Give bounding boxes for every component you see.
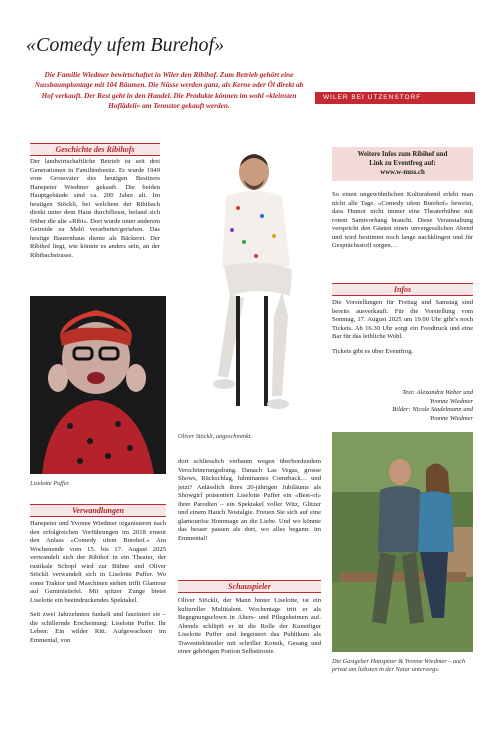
heading-change: Verwandlungen	[30, 504, 166, 517]
heading-infos: Infos	[332, 283, 473, 296]
caption-liselotte: Liselotte Puffer.	[30, 480, 70, 487]
heading-actor: Schauspieler	[178, 580, 321, 593]
hosts-illustration	[332, 432, 473, 652]
location-band: WILER BEI UTZENSTORF	[315, 92, 475, 104]
infos-paragraph-2: Tickets gibt es über Eventfrog.	[332, 347, 414, 355]
credit-photo-line-1: Bilder: Nicole Stadelmann und	[392, 406, 473, 413]
caption-hosts: Die Gastgeber Hanspeter & Yvonne Wiedmer – auch privat am liebsten in der Natur unterwegs.	[332, 658, 466, 673]
infobox-line-1: Weitere Infos zum Ribihof und	[357, 151, 448, 158]
actor-paragraph: Oliver Stöckli, der Mann hinter Liselotte, ist ein kultureller Multitalent. Wochentags tritt er als Begegnungsclown in Alters- und Pflegeheimen auf. Abends schlüpft er in die Rolle der Kunstfigur Liselotte Puffer und begeistert das Publikum als Travestiekünstler mit schriller Komik, Gesang und einer gehörigen Portion Selbstironie.	[178, 597, 321, 655]
heading-history: Geschichte des Ribihofs	[30, 143, 160, 156]
credits	[332, 389, 473, 423]
change-paragraph-2: Seit zwei Jahrzehnten funkelt und fasziniert sie – die schillernde Erscheinung: Liselotte Puffer. Ihr Leben: Ein wilder Ritt. Aufgewachsen im Emmental, von	[30, 611, 166, 644]
credit-photo-line-2: Yvonne Wiedmer	[429, 414, 473, 422]
oliver-photo	[178, 146, 321, 426]
credit-text-line-1: Text: Alexandra Weber und	[402, 389, 473, 396]
page-title: «Comedy ufem Burehof»	[26, 34, 225, 56]
history-text	[30, 158, 160, 266]
liselotte-illustration	[30, 296, 166, 474]
info-box	[332, 147, 473, 181]
infos-text	[332, 299, 473, 362]
infobox-url-link[interactable]: www.w-nuss.ch	[380, 169, 425, 176]
change-text	[30, 520, 166, 651]
intro-paragraph: So einen ungewöhnlichen Kulturabend erlebt man nicht alle Tage. «Comedy ufem Burehof» beweist, dass Humor nicht immer eine Theaterbühne mit rotem Samtvorhang braucht. Diese Veranstaltung verspricht den Gästen einen unvergesslichen Abend und wird bestimmt noch lange nachklingen und für Gesprächsstoff sorgen…	[332, 191, 473, 249]
lead-paragraph: Die Familie Wiedmer bewirtschaftet in Wiler den Ribihof. Zum Betrieb gehört eine Nussbaumplantage mit 104 Bäumen. Die Nüsse werden ganz, als Kerne oder Öl direkt ab Hof verkauft. Der Rest geht in den Handel. Die Produkte können im wohl «kleinsten Hoflädeli» am Tennstor gekauft werden.	[34, 70, 304, 110]
change-paragraph-1: Hanspeter und Yvonne Wiedmer organisieren nach den erfolgreichen Vorführungen im 2018 erneut den Anlass «Comedy ufem Burehof.» Am Wochenende vom 15. bis 17. August 2025 verwandelt sich der Ribihof in ein Theater, der rustikale Schopf wird zur Bühne und Oliver Stöckli verwandelt sich in Liselotte Puffer. Wo sonst Traktor und Maschinen stehen trifft Glamour auf Gummistiefel. Mit spitzer Zunge bietet Liselotte ein beeindruckendes Spektakel.	[30, 520, 166, 604]
col3-intro	[332, 191, 473, 257]
infos-paragraph-1: Die Vorstellungen für Freitag und Samstag sind bereits ausverkauft. Für die Vorstellung vom Sonntag, 17. August 2025 um 19.00 Uhr gibt’s noch Tickets. Ab 16.30 Uhr sorgt ein Foodtruck und eine Bar für das leibliche Wohl.	[332, 299, 473, 340]
history-paragraph: Der landwirtschaftliche Betrieb ist seit drei Generationen in Familienbesitz. Er wurde 1949 vom Grossvater des heutigen Besitzers Hanspeter Wiedmer gekauft. Die beiden Hauptgebäude sind ca. 200 Jahre alt. Im heutigen Stöckli, bei welchem der Ribibach direkt unter dem Haus durchfliesst, befand sich früher die alte «Ribi». Dort wurde unter anderem Getreide zu Mehl verarbeitet/gerieben. Das heutige Bauernhaus diente als Bäckerei. Der Ribihof liegt, wie könnte es anders sein, an der Ribibachstrasse.	[30, 158, 160, 259]
caption-oliver: Oliver Stöckli, ungeschminkt.	[178, 433, 253, 440]
infobox-line-2: Link zu Eventfrog auf:	[369, 160, 436, 167]
actor-text	[178, 597, 321, 663]
col2-paragraph-1: dort schliesslich verbannt wegen überbordendem Verschönerungsdrang. Danach Las Vegas, grosse Shows, Rückschlag, fulminantes Comeback… und jetzt? Anlässlich ihres 20-jährigen Jubiläums als Showgirl präsentiert Liselotte Puffer ein «Best-of» ihrer Parodien – ein Spektakel voller Witz, Glitzer und einem Hauch Nostalgie. Freuen Sie sich auf eine glamouröse Hommage an die Liebe. Und wo könnte das besser passen als dort, wo alles begann: im Emmental!	[178, 458, 321, 542]
col2-text	[178, 458, 321, 549]
hosts-photo	[332, 432, 473, 652]
credit-text-line-2: Yvonne Wiedmer	[429, 397, 473, 405]
liselotte-photo	[30, 296, 166, 474]
oliver-illustration	[178, 146, 321, 426]
